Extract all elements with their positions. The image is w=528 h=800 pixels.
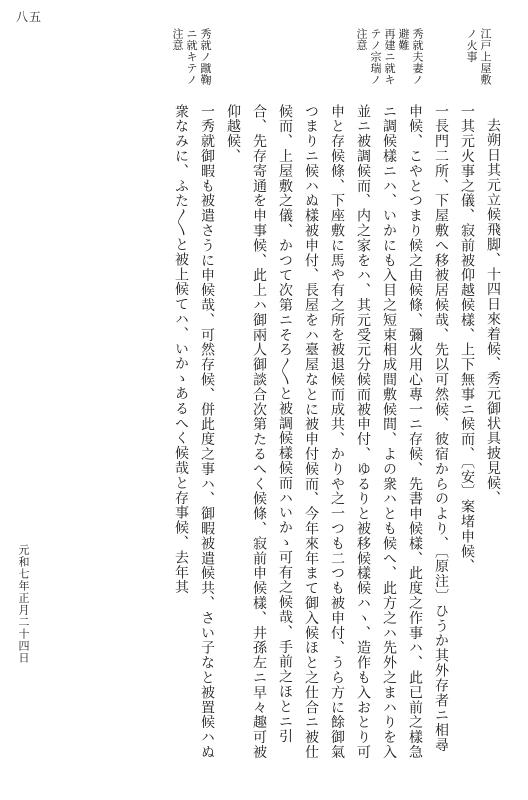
marginal-line: 秀就ノ蹴鞠: [199, 28, 212, 86]
marginal-line: 秀就夫妻ノ: [411, 28, 424, 86]
marginal-line: 注意: [355, 28, 368, 51]
item-paragraph-rebuild: 一長門二所、下屋敷へ移被居候哉、先以可然候、彼宿からのより、〔原注〕ひうか其外存者ニ相尋申候、こやとつまり候之由候條、彌火用心專一ニ存候、先書申候樣、此度之作事ハ、此已前之樣急ニ調候樣ニハ、いかにも入目之短束相成間敷候間、よの衆ハとも候へ、此方之ハ先外之まハりを入並ニ被調候而、内之家をハ、其元受元分候而被申付、ゆるりと被移候樣候ハヽ、造作も入おとり可申と存候條、下座敷に馬や有之所を被退候而成共、かりや之一つも二つも被申付、うら方に餘御氣つまりニ候ハぬ樣被申付、長屋をハ臺屋なとに被申付候而、今年來年まて御入候ほと之仕合ニ被仕候而、上屋敷之儀、かつて次第ニそろ〳〵と被調候樣候而ハいかゝ可有之候哉、手前之ほとニ引合、先存寄通を申事候、此上ハ御兩人御談合次第たるへく候條、寂前申候樣、井孫左ニ早々趣可被仰越候、: [225, 104, 449, 760]
item-paragraph-fire: 一其元火事之儀、寂前被仰越候樣、上下無事ニ候而、〔安〕案堵申候、: [459, 104, 475, 574]
marginal-line: ノ火事: [465, 28, 478, 63]
letter-body: [36, 104, 506, 764]
marginal-line: テノ宗瑞ノ: [369, 28, 382, 86]
date-colophon: 元和七年正月二十四日: [17, 544, 30, 664]
marginal-line: 注意: [171, 28, 184, 51]
marginal-note-kemari: [170, 28, 212, 108]
marginal-line: 避難: [397, 28, 410, 51]
marginal-note-fire: [464, 28, 492, 108]
marginal-note-evacuation: [354, 28, 424, 108]
marginal-line: 再建ニ就キ: [383, 28, 396, 86]
item-paragraph-leave: 一秀就御暇も被遣さうに申候哉、可然存候、併此度之事ハ、御暇被遣候共、さい子なと被置候ハぬ衆なみに、ふた〳〵と被上候てハ、いかゝあるへく候哉と存事候、去年其: [173, 104, 215, 760]
marginal-line: 江戸上屋敷: [479, 28, 492, 86]
marginal-line: ニ就キテノ: [185, 28, 198, 86]
page-number: 八五: [16, 10, 43, 24]
opening-paragraph: 去朔日其元立候飛脚、十四日來着候、秀元御状具披見候、: [485, 118, 501, 506]
